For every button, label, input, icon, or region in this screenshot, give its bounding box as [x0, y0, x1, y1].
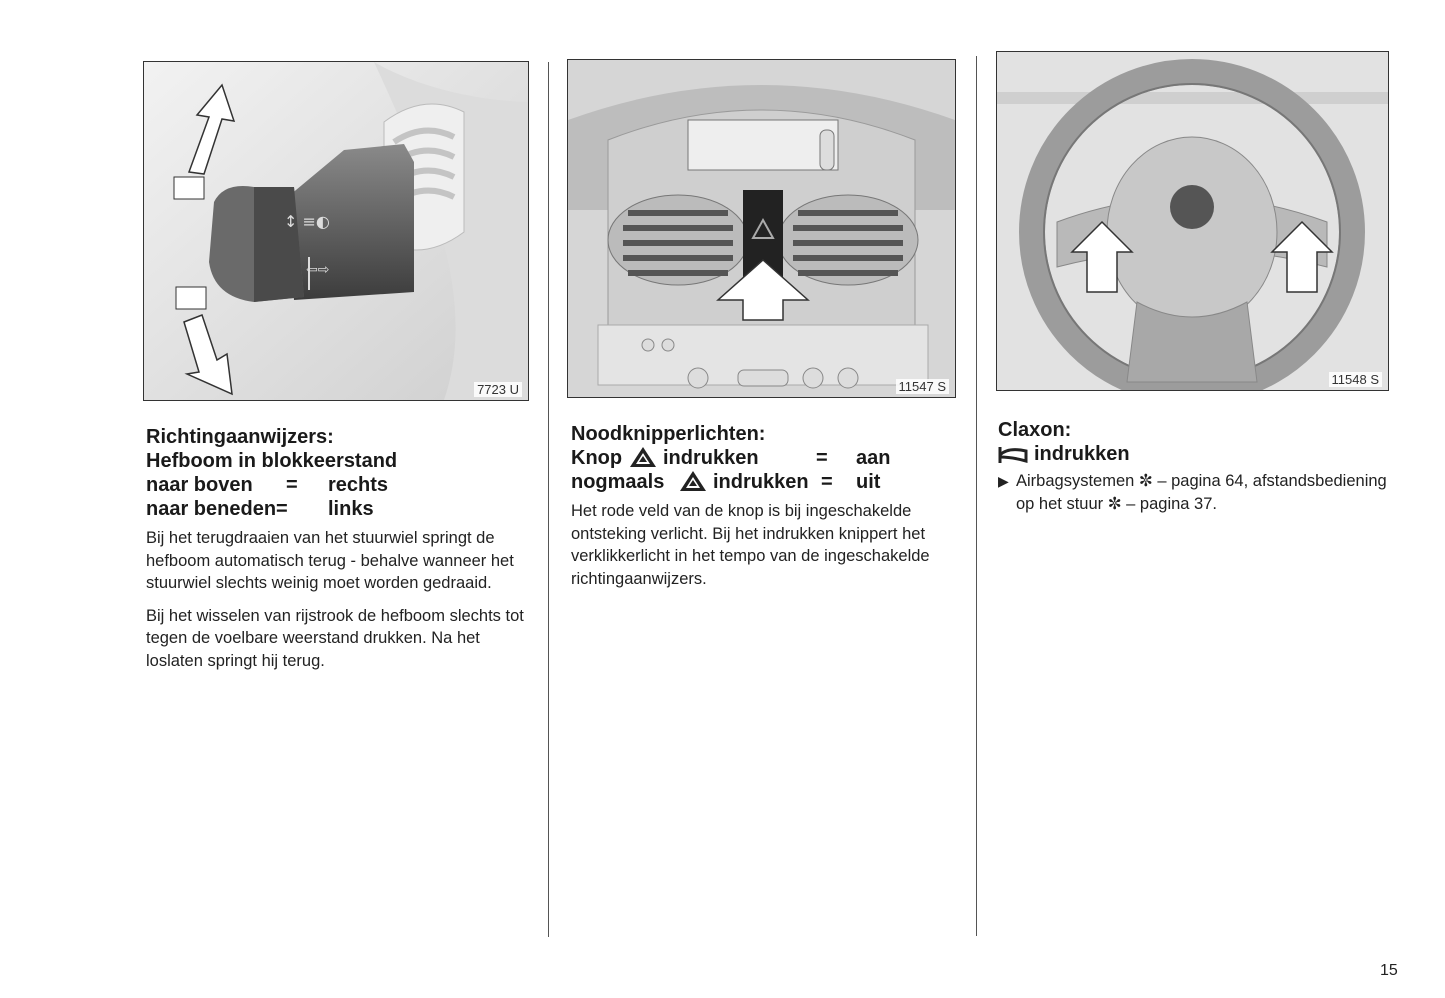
row-action: indrukken	[663, 447, 759, 469]
row-prefix: Knop	[571, 447, 623, 469]
hazard-row-off	[571, 470, 961, 494]
row-label: naar boven	[146, 474, 253, 496]
row-sep: =	[816, 447, 828, 469]
reference-bullet	[998, 470, 1393, 515]
row-prefix: nogmaals	[571, 471, 665, 493]
hazard-button-illustration	[568, 60, 955, 397]
row-sep: =	[821, 471, 833, 493]
figure-turn-signal-lever	[143, 61, 529, 401]
figure-code: 11548 S	[1329, 372, 1382, 387]
hazard-row-on	[571, 446, 961, 470]
bullet-page-ref-2: – pagina 37.	[1126, 494, 1217, 513]
steering-wheel-illustration	[997, 52, 1388, 390]
paragraph: Bij het terugdraaien van het stuurwiel springt de hefboom automatisch terug - behalve wanneer het stuurwiel slechts weinig moet worden gedraaid.	[146, 529, 514, 592]
hazard-heading	[571, 422, 961, 494]
row-value: uit	[856, 471, 881, 493]
paragraph: Bij het wisselen van rijstrook de hefboom slechts tot tegen de voelbare weerstand drukken. Na het loslaten springt hij terug.	[146, 606, 524, 670]
horn-icon	[998, 445, 1028, 471]
row-sep: =	[286, 474, 298, 496]
hazard-title: Noodknipperlichten:	[571, 423, 766, 445]
row-action: indrukken	[713, 471, 809, 493]
turn-signal-subtitle: Hefboom in blokkeerstand	[146, 450, 398, 472]
column-divider-2	[976, 56, 977, 936]
row-value: rechts	[328, 474, 389, 496]
turn-signal-row-down	[146, 497, 536, 521]
turn-signal-row-up	[146, 473, 536, 497]
figure-code: 7723 U	[474, 382, 522, 397]
figure-code: 11547 S	[896, 379, 949, 394]
turn-signal-body	[146, 527, 528, 682]
bullet-page-ref-1: – pagina 64,	[1157, 472, 1249, 490]
bullet-text-remote: afstandsbediening op het stuur	[1016, 472, 1387, 513]
hazard-warning-icon	[629, 446, 657, 471]
hazard-warning-icon	[679, 470, 707, 495]
row-action: indrukken	[1034, 443, 1130, 465]
turn-signal-heading	[146, 425, 536, 521]
row-value: aan	[856, 447, 891, 469]
figure-horn-steering-wheel	[996, 51, 1389, 391]
horn-row	[998, 442, 1388, 466]
row-label: naar beneden	[146, 498, 277, 520]
horn-body	[998, 470, 1393, 515]
bullet-marker: ▶	[998, 473, 1009, 489]
horn-title: Claxon:	[998, 419, 1072, 441]
svg-text:⇦⇨: ⇦⇨	[306, 262, 330, 278]
paragraph: Het rode veld van de knop is bij ingeschakelde ontsteking verlicht. Bij het indrukken knippert het verklikkerlicht in het tempo van de ingeschakelde richtingaanwijzers.	[571, 502, 930, 588]
row-value: links	[328, 498, 374, 520]
turn-signal-lever-illustration	[144, 62, 528, 400]
reference-asterisk-icon: ✼	[1138, 472, 1153, 490]
column-divider-1	[548, 62, 549, 937]
hazard-body	[571, 500, 957, 600]
svg-text:↕ ≡◐: ↕ ≡◐	[284, 212, 330, 231]
bullet-text-airbag: Airbagsystemen	[1016, 472, 1135, 490]
turn-signal-title: Richtingaanwijzers:	[146, 426, 334, 448]
horn-heading	[998, 418, 1388, 466]
row-sep: =	[276, 498, 288, 520]
figure-hazard-button	[567, 59, 956, 398]
reference-asterisk-icon: ✼	[1107, 494, 1122, 513]
page-number: 15	[1380, 962, 1398, 979]
